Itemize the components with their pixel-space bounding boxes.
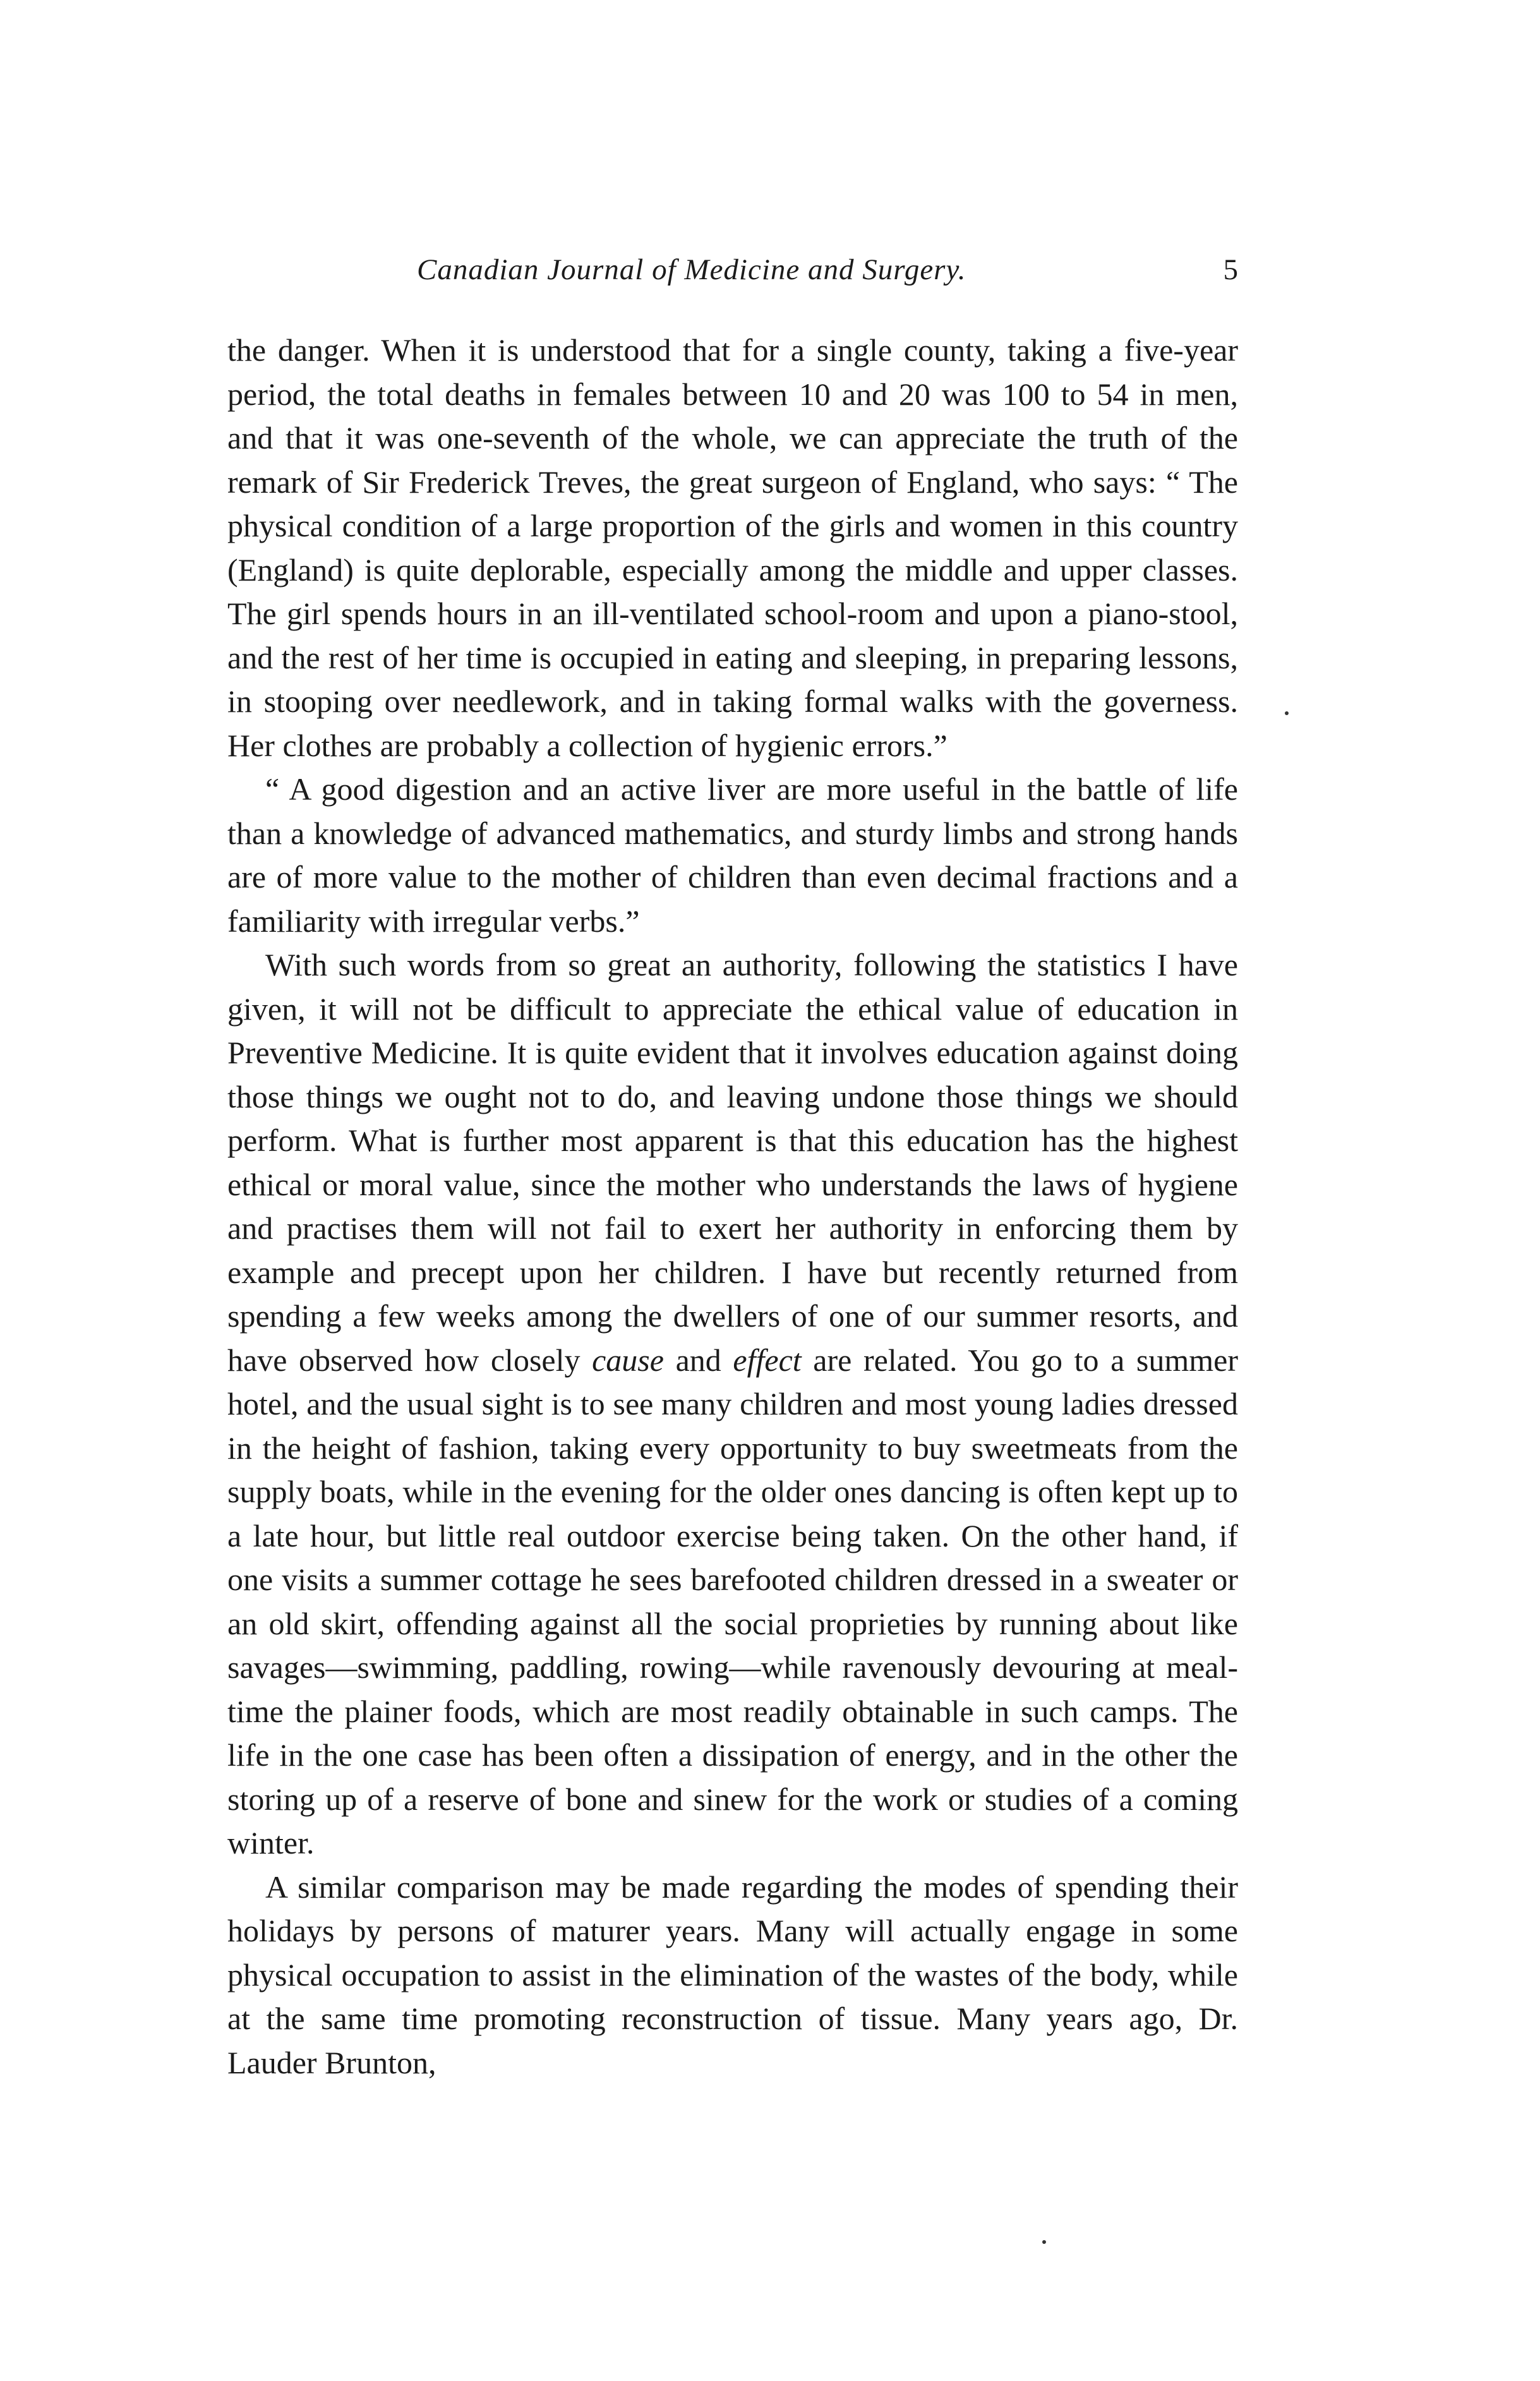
journal-title: Canadian Journal of Medicine and Surgery.: [417, 253, 966, 286]
paragraph-2: “ A good digestion and an active liver are more useful in the battle of life than a knowledge of advanced mathematics, and sturdy limbs and strong hands are of more value to the mother of children than even decimal fractions and a familiarity with irregular verbs.”: [227, 771, 1238, 939]
italic-effect: effect: [733, 1342, 802, 1378]
running-header: [227, 253, 1238, 297]
ink-speck: [1285, 711, 1289, 715]
paragraph-3: [227, 943, 1238, 1866]
paragraph-3-text-a: With such words from so great an authority, following the statistics I have given, it will not be difficult to appreciate the ethical value of education in Preventive Medicine. It is quite evident that it involves education against doing those things we ought not to do, and leaving undone those things we should perform. What is further most apparent is that this education has the highest ethical or moral value, since the mother who understands the laws of hygiene and practises them will not fail to exert her authority in enforcing them by example and precept upon her children. I have but recently returned from spending a few weeks among the dwellers of one of our summer resorts, and have observed how closely: [227, 947, 1238, 1378]
page-number: 5: [1223, 253, 1238, 286]
italic-cause: cause: [592, 1342, 664, 1378]
paragraph-1: the danger. When it is understood that for a single county, taking a five-year period, the total deaths in females between 10 and 20 was 100 to 54 in men, and that it was one-seventh of the whole, we can appreciate the truth of the remark of Sir Frederick Treves, the great surgeon of England, who says: “ The physical condition of a large proportion of the girls and women in this country (England) is quite deplorable, especially among the middle and upper classes. The girl spends hours in an ill-ventilated school-room and upon a piano-stool, and the rest of her time is occupied in eating and sleeping, in preparing lessons, in stooping over needlework, and in taking formal walks with the governess. Her clothes are probably a collection of hygienic errors.”: [227, 332, 1238, 763]
article-body: [227, 329, 1238, 2085]
paragraph-3-text-b: and: [663, 1342, 733, 1378]
paragraph-4: A similar comparison may be made regarding the modes of spending their holidays by persons of maturer years. Many will actually engage in some physical occupation to assist in the elimination of the wastes of the body, while at the same time promoting reconstruction of tissue. Many years ago, Dr. Lauder Brunton,: [227, 1869, 1238, 2080]
paragraph-3-text-c: are related. You go to a summer hotel, and the usual sight is to see many children and most young ladies dressed in the height of fashion, taking every opportunity to buy sweetmeats from the supply boats, while in the evening for the older ones dancing is often kept up to a late hour, but little real outdoor exercise being taken. On the other hand, if one visits a summer cottage he sees barefooted children dressed in a sweater or an old skirt, offending against all the social proprieties by running about like savages—swimming, paddling, rowing—while ravenously devouring at meal-time the plainer foods, which are most readily obtainable in such camps. The life in the one case has been often a dissipation of energy, and in the other the storing up of a reserve of bone and sinew for the work or studies of a coming winter.: [227, 1342, 1238, 1860]
ink-speck: [1042, 2240, 1046, 2244]
